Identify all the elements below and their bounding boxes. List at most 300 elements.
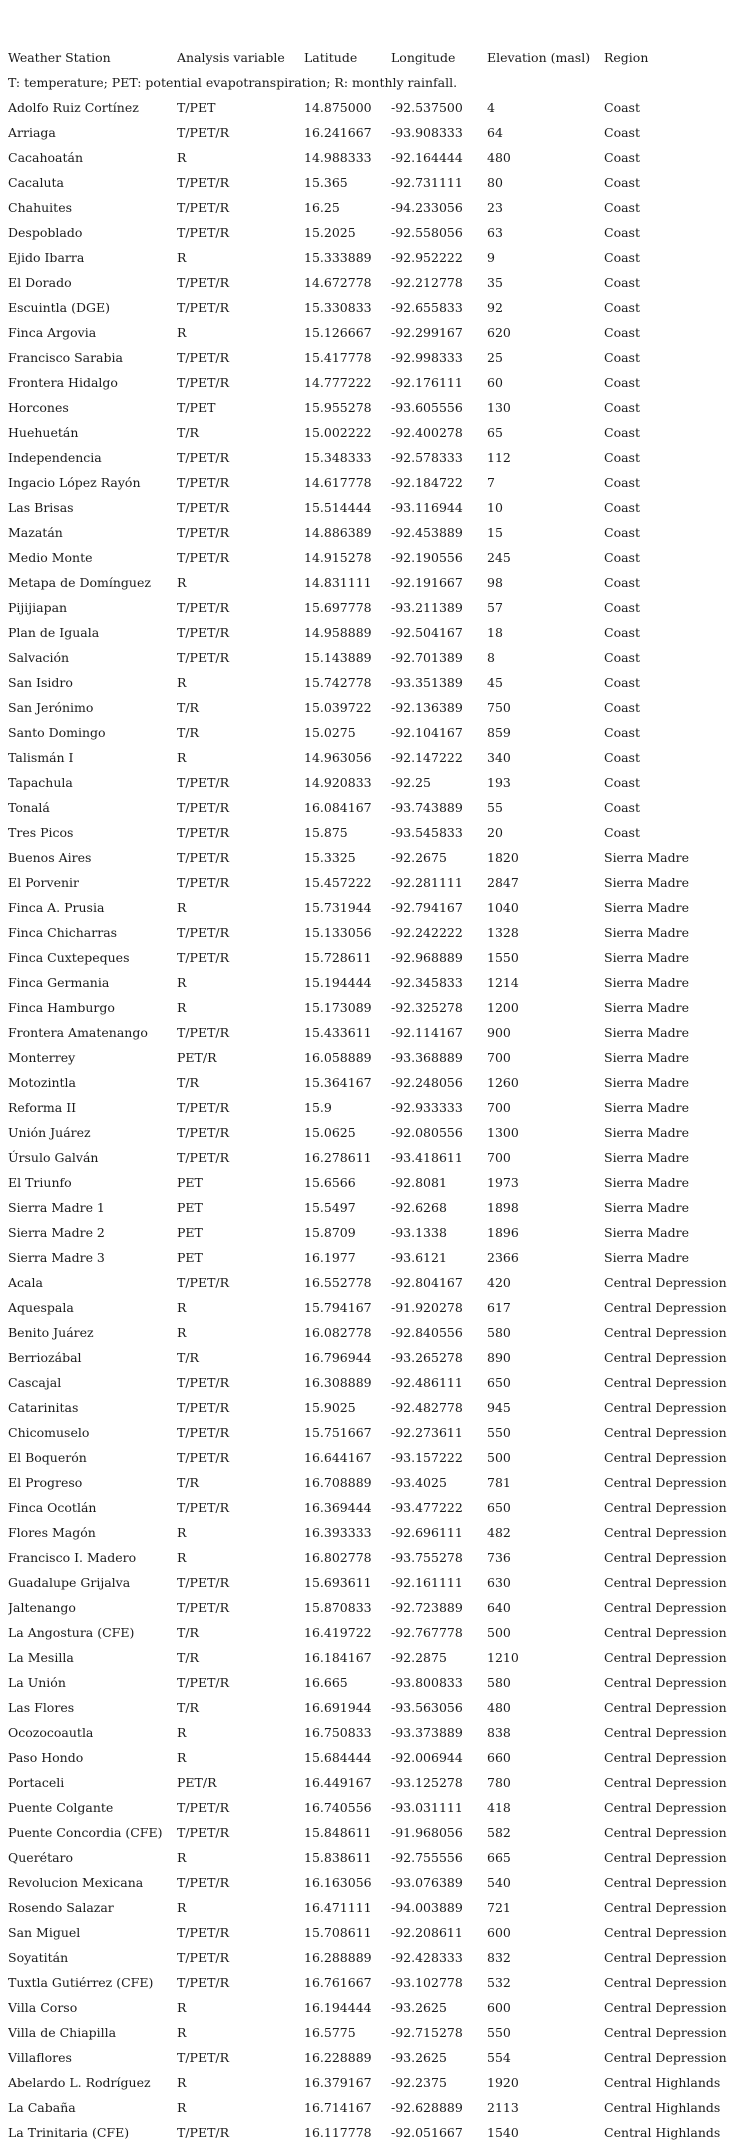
cell-station: Tonalá — [8, 800, 50, 815]
cell-variable: R — [177, 2075, 187, 2090]
cell-elevation: 1214 — [487, 975, 519, 990]
cell-latitude: 15.848611 — [304, 1825, 372, 1840]
cell-variable: T/R — [177, 1350, 199, 1365]
table-row — [8, 1645, 743, 1670]
cell-station: Escuintla (DGE) — [8, 300, 110, 315]
cell-variable: T/PET/R — [177, 2125, 230, 2140]
cell-station: Cascajal — [8, 1375, 62, 1390]
cell-longitude: -92.998333 — [391, 350, 463, 365]
cell-station: Tapachula — [8, 775, 73, 790]
table-row — [8, 945, 743, 970]
cell-station: Ejido Ibarra — [8, 250, 85, 265]
cell-elevation: 600 — [487, 1925, 511, 1940]
cell-station: Villa Corso — [8, 2000, 78, 2015]
cell-elevation: 750 — [487, 700, 511, 715]
cell-elevation: 2366 — [487, 1250, 519, 1265]
cell-station: El Triunfo — [8, 1175, 72, 1190]
cell-longitude: -92.840556 — [391, 1325, 463, 1340]
cell-longitude: -92.25 — [391, 775, 432, 790]
cell-longitude: -92.558056 — [391, 225, 463, 240]
table-row — [8, 1745, 743, 1770]
cell-elevation: 45 — [487, 675, 503, 690]
cell-region: Sierra Madre — [604, 1100, 689, 1115]
cell-region: Coast — [604, 250, 640, 265]
cell-variable: T/PET/R — [177, 1125, 230, 1140]
cell-elevation: 550 — [487, 2025, 511, 2040]
cell-elevation: 193 — [487, 775, 511, 790]
cell-station: Plan de Iguala — [8, 625, 100, 640]
cell-variable: T/PET/R — [177, 1500, 230, 1515]
cell-elevation: 1328 — [487, 925, 519, 940]
weather-stations-table — [8, 45, 743, 2145]
cell-latitude: 16.184167 — [304, 1650, 372, 1665]
cell-elevation: 580 — [487, 1325, 511, 1340]
cell-latitude: 16.665 — [304, 1675, 348, 1690]
cell-latitude: 16.117778 — [304, 2125, 372, 2140]
cell-station: Tuxtla Gutiérrez (CFE) — [8, 1975, 154, 1990]
cell-latitude: 16.058889 — [304, 1050, 372, 1065]
cell-region: Sierra Madre — [604, 1050, 689, 1065]
cell-longitude: -92.804167 — [391, 1275, 463, 1290]
cell-variable: T/PET/R — [177, 925, 230, 940]
cell-longitude: -92.968889 — [391, 950, 463, 965]
cell-station: Arriaga — [8, 125, 56, 140]
cell-station: Despoblado — [8, 225, 83, 240]
cell-station: Monterrey — [8, 1050, 76, 1065]
table-row — [8, 1595, 743, 1620]
table-row — [8, 970, 743, 995]
cell-elevation: 55 — [487, 800, 503, 815]
cell-longitude: -92.696111 — [391, 1525, 463, 1540]
cell-elevation: 23 — [487, 200, 503, 215]
cell-longitude: -92.161111 — [391, 1575, 463, 1590]
table-row — [8, 2120, 743, 2145]
header-region: Region — [604, 50, 649, 65]
table-row — [8, 2070, 743, 2095]
cell-longitude: -92.212778 — [391, 275, 463, 290]
table-row — [8, 495, 743, 520]
cell-station: Jaltenango — [8, 1600, 76, 1615]
cell-elevation: 630 — [487, 1575, 511, 1590]
cell-latitude: 14.886389 — [304, 525, 372, 540]
cell-elevation: 112 — [487, 450, 511, 465]
cell-latitude: 15.2025 — [304, 225, 356, 240]
cell-longitude: -92.504167 — [391, 625, 463, 640]
cell-elevation: 700 — [487, 1050, 511, 1065]
cell-station: El Boquerón — [8, 1450, 87, 1465]
cell-station: Catarinitas — [8, 1400, 79, 1415]
cell-elevation: 700 — [487, 1100, 511, 1115]
table-row — [8, 645, 743, 670]
cell-region: Central Depression — [604, 1675, 727, 1690]
table-row — [8, 820, 743, 845]
cell-elevation: 900 — [487, 1025, 511, 1040]
cell-elevation: 80 — [487, 175, 503, 190]
cell-elevation: 665 — [487, 1850, 511, 1865]
cell-region: Sierra Madre — [604, 975, 689, 990]
cell-longitude: -93.2625 — [391, 2050, 447, 2065]
cell-station: El Porvenir — [8, 875, 79, 890]
cell-longitude: -93.116944 — [391, 500, 463, 515]
cell-latitude: 15.333889 — [304, 250, 372, 265]
cell-longitude: -92.114167 — [391, 1025, 463, 1040]
cell-region: Sierra Madre — [604, 875, 689, 890]
cell-variable: T/R — [177, 1075, 199, 1090]
cell-longitude: -93.076389 — [391, 1875, 463, 1890]
cell-variable: T/PET/R — [177, 200, 230, 215]
header-row — [8, 45, 743, 70]
cell-variable: T/PET/R — [177, 1100, 230, 1115]
cell-variable: R — [177, 675, 187, 690]
cell-longitude: -93.1338 — [391, 1225, 447, 1240]
table-row — [8, 1520, 743, 1545]
cell-elevation: 4 — [487, 100, 495, 115]
table-row — [8, 2045, 743, 2070]
cell-elevation: 1820 — [487, 850, 519, 865]
cell-latitude: 14.963056 — [304, 750, 372, 765]
cell-elevation: 35 — [487, 275, 503, 290]
cell-variable: T/PET/R — [177, 1825, 230, 1840]
cell-region: Coast — [604, 825, 640, 840]
table-row — [8, 1095, 743, 1120]
table-header — [8, 45, 743, 95]
cell-longitude: -93.351389 — [391, 675, 463, 690]
cell-latitude: 16.5775 — [304, 2025, 356, 2040]
cell-region: Central Depression — [604, 1500, 727, 1515]
cell-elevation: 660 — [487, 1750, 511, 1765]
cell-longitude: -93.908333 — [391, 125, 463, 140]
cell-variable: T/PET/R — [177, 375, 230, 390]
cell-variable: T/PET/R — [177, 300, 230, 315]
cell-region: Coast — [604, 750, 640, 765]
cell-region: Central Highlands — [604, 2125, 721, 2140]
cell-variable: T/R — [177, 1475, 199, 1490]
table-row — [8, 295, 743, 320]
cell-elevation: 650 — [487, 1375, 511, 1390]
cell-station: Reforma II — [8, 1100, 77, 1115]
cell-latitude: 14.875000 — [304, 100, 372, 115]
cell-latitude: 16.228889 — [304, 2050, 372, 2065]
cell-longitude: -93.477222 — [391, 1500, 463, 1515]
cell-station: Frontera Amatenango — [8, 1025, 148, 1040]
table-row — [8, 1695, 743, 1720]
table-row — [8, 720, 743, 745]
table-row — [8, 1195, 743, 1220]
cell-station: Aquespala — [8, 1300, 74, 1315]
cell-latitude: 15.173089 — [304, 1000, 372, 1015]
cell-elevation: 582 — [487, 1825, 511, 1840]
cell-elevation: 1973 — [487, 1175, 519, 1190]
cell-region: Central Depression — [604, 1725, 727, 1740]
cell-elevation: 859 — [487, 725, 511, 740]
cell-variable: R — [177, 975, 187, 990]
cell-region: Coast — [604, 325, 640, 340]
table-body — [8, 95, 743, 2145]
cell-region: Central Depression — [604, 2050, 727, 2065]
cell-region: Coast — [604, 475, 640, 490]
table-row — [8, 1720, 743, 1745]
cell-latitude: 16.369444 — [304, 1500, 372, 1515]
cell-latitude: 16.379167 — [304, 2075, 372, 2090]
cell-latitude: 15.514444 — [304, 500, 372, 515]
cell-region: Central Depression — [604, 1650, 727, 1665]
cell-longitude: -92.400278 — [391, 425, 463, 440]
table-row — [8, 1545, 743, 1570]
cell-region: Central Depression — [604, 1575, 727, 1590]
cell-station: Puente Concordia (CFE) — [8, 1825, 163, 1840]
table-row — [8, 1245, 743, 1270]
cell-longitude: -92.273611 — [391, 1425, 463, 1440]
cell-latitude: 15.693611 — [304, 1575, 372, 1590]
cell-longitude: -94.233056 — [391, 200, 463, 215]
cell-longitude: -92.952222 — [391, 250, 463, 265]
table-row — [8, 1970, 743, 1995]
cell-latitude: 15.194444 — [304, 975, 372, 990]
table-row — [8, 1995, 743, 2020]
cell-longitude: -93.211389 — [391, 600, 463, 615]
cell-longitude: -92.299167 — [391, 325, 463, 340]
cell-longitude: -93.2625 — [391, 2000, 447, 2015]
cell-station: La Mesilla — [8, 1650, 74, 1665]
table-row — [8, 95, 743, 120]
cell-latitude: 16.25 — [304, 200, 340, 215]
cell-region: Coast — [604, 500, 640, 515]
cell-elevation: 64 — [487, 125, 503, 140]
cell-region: Central Depression — [604, 1475, 727, 1490]
cell-region: Coast — [604, 675, 640, 690]
cell-variable: T/PET/R — [177, 825, 230, 840]
cell-region: Sierra Madre — [604, 1200, 689, 1215]
cell-elevation: 650 — [487, 1500, 511, 1515]
cell-station: Benito Juárez — [8, 1325, 94, 1340]
table-row — [8, 370, 743, 395]
cell-longitude: -92.8081 — [391, 1175, 447, 1190]
cell-elevation: 1898 — [487, 1200, 519, 1215]
cell-elevation: 18 — [487, 625, 503, 640]
cell-elevation: 20 — [487, 825, 503, 840]
cell-station: Unión Juárez — [8, 1125, 91, 1140]
cell-station: San Jerónimo — [8, 700, 94, 715]
cell-latitude: 15.133056 — [304, 925, 372, 940]
table-row — [8, 1320, 743, 1345]
cell-longitude: -92.147222 — [391, 750, 463, 765]
cell-station: Rosendo Salazar — [8, 1900, 114, 1915]
cell-latitude: 16.308889 — [304, 1375, 372, 1390]
cell-longitude: -93.545833 — [391, 825, 463, 840]
cell-station: La Angostura (CFE) — [8, 1625, 135, 1640]
cell-latitude: 15.794167 — [304, 1300, 372, 1315]
cell-region: Central Highlands — [604, 2100, 721, 2115]
cell-variable: PET — [177, 1250, 203, 1265]
cell-station: Villaflores — [8, 2050, 72, 2065]
cell-variable: T/PET/R — [177, 1875, 230, 1890]
cell-variable: T/PET/R — [177, 775, 230, 790]
cell-longitude: -93.368889 — [391, 1050, 463, 1065]
cell-elevation: 540 — [487, 1875, 511, 1890]
cell-station: Buenos Aires — [8, 850, 92, 865]
table-row — [8, 595, 743, 620]
cell-elevation: 2847 — [487, 875, 519, 890]
cell-region: Sierra Madre — [604, 1175, 689, 1190]
cell-station: La Unión — [8, 1675, 66, 1690]
cell-latitude: 16.194444 — [304, 2000, 372, 2015]
cell-station: Revolucion Mexicana — [8, 1875, 144, 1890]
cell-latitude: 16.714167 — [304, 2100, 372, 2115]
cell-region: Sierra Madre — [604, 925, 689, 940]
cell-region: Central Depression — [604, 1975, 727, 1990]
table-row — [8, 1920, 743, 1945]
table-row — [8, 470, 743, 495]
cell-station: Adolfo Ruiz Cortínez — [8, 100, 139, 115]
cell-elevation: 600 — [487, 2000, 511, 2015]
cell-longitude: -94.003889 — [391, 1900, 463, 1915]
cell-variable: T/PET/R — [177, 850, 230, 865]
table-row — [8, 170, 743, 195]
cell-variable: T/PET/R — [177, 500, 230, 515]
cell-latitude: 15.838611 — [304, 1850, 372, 1865]
cell-elevation: 1300 — [487, 1125, 519, 1140]
cell-latitude: 16.802778 — [304, 1550, 372, 1565]
cell-station: Cacaluta — [8, 175, 64, 190]
cell-longitude: -93.743889 — [391, 800, 463, 815]
cell-region: Coast — [604, 550, 640, 565]
cell-region: Sierra Madre — [604, 1025, 689, 1040]
cell-elevation: 500 — [487, 1625, 511, 1640]
cell-elevation: 1896 — [487, 1225, 519, 1240]
cell-elevation: 580 — [487, 1675, 511, 1690]
cell-variable: R — [177, 150, 187, 165]
cell-elevation: 8 — [487, 650, 495, 665]
cell-variable: T/PET/R — [177, 1925, 230, 1940]
cell-variable: T/PET/R — [177, 125, 230, 140]
cell-variable: T/PET/R — [177, 1950, 230, 1965]
table-row — [8, 620, 743, 645]
table-row — [8, 770, 743, 795]
cell-longitude: -93.6121 — [391, 1250, 447, 1265]
cell-station: Abelardo L. Rodríguez — [8, 2075, 151, 2090]
cell-region: Coast — [604, 275, 640, 290]
cell-longitude: -93.800833 — [391, 1675, 463, 1690]
cell-variable: R — [177, 2100, 187, 2115]
cell-elevation: 1210 — [487, 1650, 519, 1665]
cell-latitude: 15.731944 — [304, 900, 372, 915]
weather-stations-table-container — [8, 45, 743, 2145]
cell-elevation: 1260 — [487, 1075, 519, 1090]
cell-station: Finca Ocotlán — [8, 1500, 97, 1515]
cell-region: Sierra Madre — [604, 1150, 689, 1165]
cell-longitude: -92.6268 — [391, 1200, 447, 1215]
table-row — [8, 2095, 743, 2120]
table-row — [8, 745, 743, 770]
cell-station: Querétaro — [8, 1850, 74, 1865]
cell-variable: T/PET/R — [177, 175, 230, 190]
cell-elevation: 780 — [487, 1775, 511, 1790]
cell-latitude: 14.915278 — [304, 550, 372, 565]
table-row — [8, 1270, 743, 1295]
cell-longitude: -92.136389 — [391, 700, 463, 715]
cell-latitude: 15.0275 — [304, 725, 356, 740]
header-longitude: Longitude — [391, 50, 456, 65]
cell-station: San Miguel — [8, 1925, 81, 1940]
cell-region: Sierra Madre — [604, 1250, 689, 1265]
cell-longitude: -92.051667 — [391, 2125, 463, 2140]
cell-region: Coast — [604, 175, 640, 190]
cell-longitude: -92.2675 — [391, 850, 447, 865]
cell-variable: T/PET/R — [177, 800, 230, 815]
cell-longitude: -92.933333 — [391, 1100, 463, 1115]
cell-region: Central Depression — [604, 1800, 727, 1815]
cell-variable: T/PET/R — [177, 2050, 230, 2065]
table-row — [8, 1370, 743, 1395]
cell-station: Acala — [8, 1275, 43, 1290]
table-row — [8, 520, 743, 545]
cell-longitude: -93.418611 — [391, 1150, 463, 1165]
cell-latitude: 16.393333 — [304, 1525, 372, 1540]
cell-latitude: 16.740556 — [304, 1800, 372, 1815]
cell-longitude: -92.242222 — [391, 925, 463, 940]
cell-latitude: 15.870833 — [304, 1600, 372, 1615]
table-row — [8, 1470, 743, 1495]
cell-elevation: 1920 — [487, 2075, 519, 2090]
cell-station: Puente Colgante — [8, 1800, 114, 1815]
cell-region: Sierra Madre — [604, 850, 689, 865]
table-row — [8, 1170, 743, 1195]
cell-elevation: 65 — [487, 425, 503, 440]
cell-longitude: -92.701389 — [391, 650, 463, 665]
cell-variable: R — [177, 1525, 187, 1540]
cell-region: Coast — [604, 400, 640, 415]
cell-latitude: 15.875 — [304, 825, 348, 840]
cell-region: Coast — [604, 300, 640, 315]
cell-longitude: -92.578333 — [391, 450, 463, 465]
cell-latitude: 14.672778 — [304, 275, 372, 290]
header-latitude: Latitude — [304, 50, 358, 65]
cell-variable: R — [177, 1550, 187, 1565]
cell-elevation: 15 — [487, 525, 503, 540]
cell-elevation: 57 — [487, 600, 503, 615]
table-row — [8, 270, 743, 295]
cell-region: Central Depression — [604, 1550, 727, 1565]
cell-region: Central Depression — [604, 1375, 727, 1390]
cell-variable: T/PET/R — [177, 1400, 230, 1415]
cell-variable: T/R — [177, 425, 199, 440]
cell-elevation: 25 — [487, 350, 503, 365]
cell-variable: T/PET/R — [177, 1975, 230, 1990]
cell-latitude: 15.433611 — [304, 1025, 372, 1040]
cell-longitude: -92.655833 — [391, 300, 463, 315]
cell-region: Central Depression — [604, 1450, 727, 1465]
cell-elevation: 480 — [487, 1700, 511, 1715]
cell-elevation: 482 — [487, 1525, 511, 1540]
cell-region: Coast — [604, 200, 640, 215]
cell-latitude: 14.617778 — [304, 475, 372, 490]
cell-latitude: 15.955278 — [304, 400, 372, 415]
cell-region: Coast — [604, 600, 640, 615]
cell-variable: R — [177, 1300, 187, 1315]
cell-region: Coast — [604, 575, 640, 590]
cell-station: Las Brisas — [8, 500, 74, 515]
cell-elevation: 340 — [487, 750, 511, 765]
cell-latitude: 16.761667 — [304, 1975, 372, 1990]
cell-region: Central Depression — [604, 1425, 727, 1440]
cell-latitude: 16.708889 — [304, 1475, 372, 1490]
cell-variable: T/PET/R — [177, 475, 230, 490]
table-row — [8, 845, 743, 870]
cell-longitude: -92.006944 — [391, 1750, 463, 1765]
cell-latitude: 16.419722 — [304, 1625, 372, 1640]
cell-station: El Dorado — [8, 275, 72, 290]
cell-elevation: 617 — [487, 1300, 511, 1315]
